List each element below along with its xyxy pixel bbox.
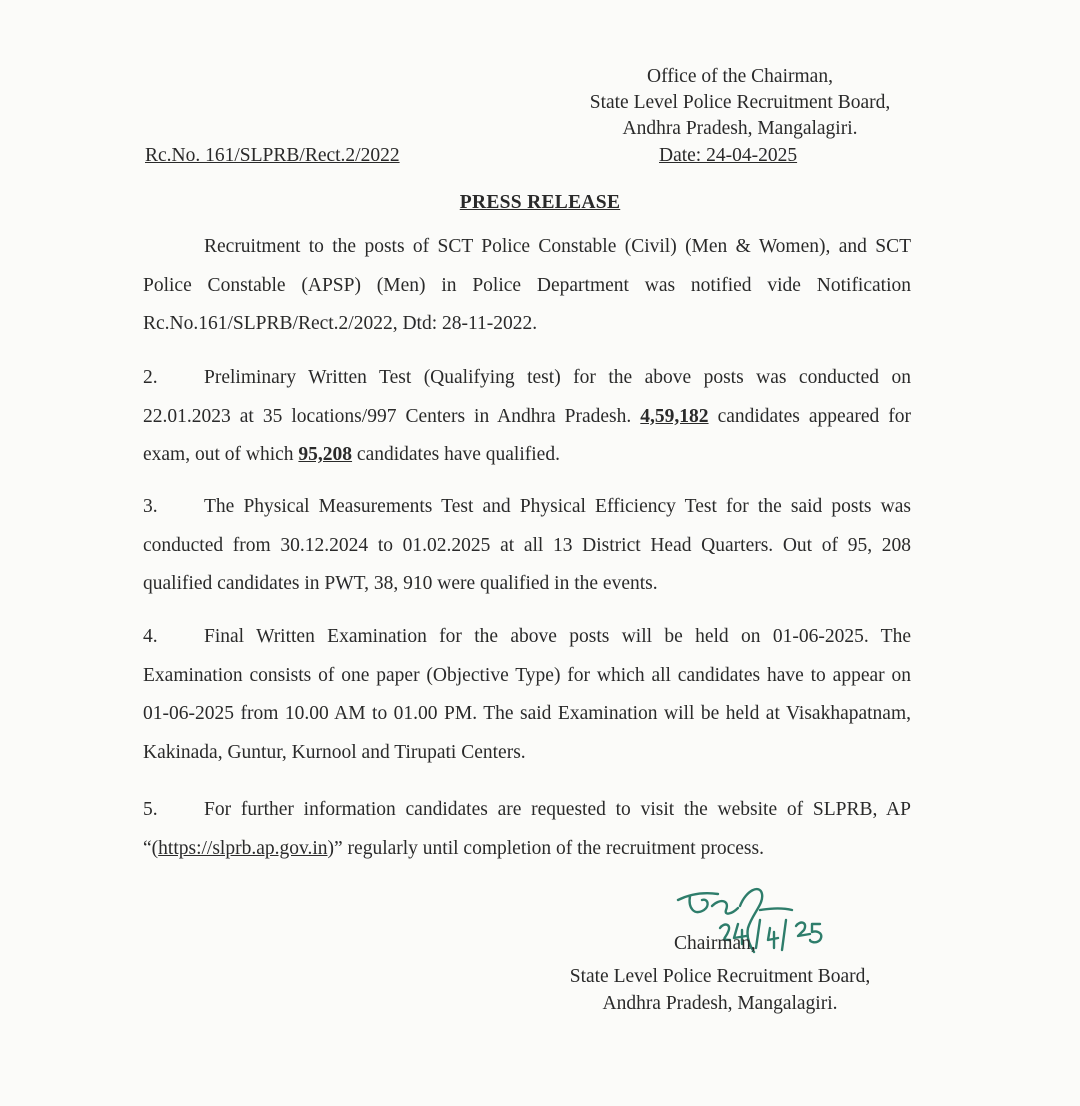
page-title: PRESS RELEASE	[459, 192, 621, 213]
paragraph-1-text: Recruitment to the posts of SCT Police Constable (Civil) (Men & Women), and SCT Police Constable (APSP) (Men) in Police Department was notified vide Notification Rc.No.161/SLPRB/Rect.2/2022, Dtd: 28-11-2022.	[143, 236, 911, 334]
signatory-designation: Chairman,	[674, 933, 756, 954]
office-line: Office of the Chairman,	[647, 66, 833, 87]
signatory-board	[540, 963, 900, 1017]
paragraph-3-text: The Physical Measurements Test and Physical Efficiency Test for the said posts was conducted from 30.12.2024 to 01.02.2025 at all 13 District Head Quarters. Out of 95, 208 qualified candidates in PWT, 38, 910 were qualified in the events.	[143, 496, 911, 594]
release-date: Date: 24-04-2025	[659, 145, 798, 166]
paragraph-number: 2.	[143, 367, 158, 388]
paragraph-number: 4.	[143, 626, 158, 647]
paragraph-4	[143, 618, 911, 772]
paragraph-2	[143, 359, 911, 475]
paragraph-5-text-a: For further information candidates are requested to visit the website of SLPRB, AP “(	[143, 799, 911, 859]
appeared-count: 4,59,182	[640, 405, 709, 427]
paragraph-5	[143, 791, 911, 868]
website-link[interactable]: https://slprb.ap.gov.in	[158, 837, 328, 859]
paragraph-number: 3.	[143, 496, 158, 517]
qualified-count: 95,208	[298, 444, 353, 465]
board-line: State Level Police Recruitment Board,	[569, 966, 871, 987]
reference-row	[0, 145, 1080, 173]
paragraph-2-text-b: candidates appeared for exam, out of which	[143, 405, 912, 465]
paragraph-2-text-c: candidates have qualified.	[356, 444, 560, 465]
reference-number: Rc.No. 161/SLPRB/Rect.2/2022	[145, 145, 400, 166]
paragraph-4-text: Final Written Examination for the above posts will be held on 01-06-2025. The Examination consists of one paper (Objective Type) for which all candidates have to appear on 01-06-2025 from 10.00 AM to 01.00 PM. The said Examination will be held at Visakhapatnam, Kakinada, Guntur, Kurnool and Tirupati Centers.	[143, 626, 911, 763]
paragraph-1	[143, 228, 911, 344]
paragraph-5-text-b: )” regularly until completion of the recruitment process.	[327, 837, 764, 859]
office-address	[560, 64, 920, 142]
paragraph-2-text-a: Preliminary Written Test (Qualifying test) for the above posts was conducted on 22.01.2023 at 35 locations/997 Centers in Andhra Pradesh.	[143, 367, 911, 427]
office-line: State Level Police Recruitment Board,	[589, 92, 891, 113]
paragraph-3	[143, 488, 911, 604]
office-line: Andhra Pradesh, Mangalagiri.	[622, 118, 858, 139]
paragraph-number: 5.	[143, 799, 158, 820]
board-line: Andhra Pradesh, Mangalagiri.	[602, 993, 838, 1014]
